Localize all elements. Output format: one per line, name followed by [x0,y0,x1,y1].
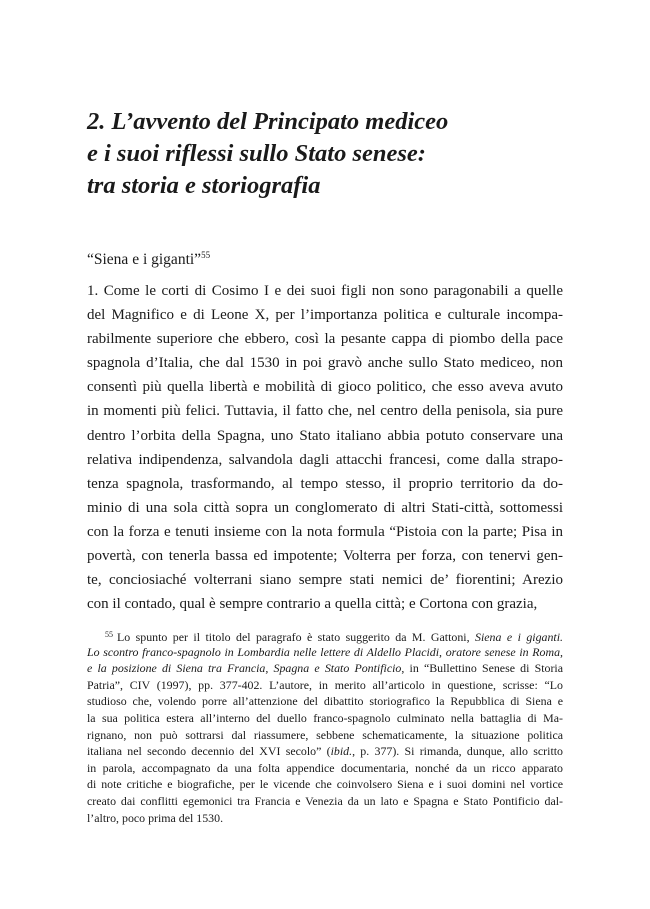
body-line: del Magnifico e di Leone X, per l’importanza politica e culturale incompa- [87,307,563,324]
footnote-text: la sua politica estera all’interno del duello franco-spagnolo culminato nella battaglia di Ma- [87,710,563,725]
footnote-line [87,743,563,760]
body-line: relativa indipendenza, salvandola dagli attacchi francesi, come dalla strapo- [87,451,563,468]
footnote-line [87,693,563,710]
footnote-text: di note critiche e biografiche, per le vicende che coinvolsero Siena e i suoi domini nel vortice [87,777,563,792]
footnote-text: , p. 377). Si rimanda, dunque, allo scritto [352,744,563,759]
body-line: povertà, con tenerla bassa ed impotente; Volterra per forza, con tenervi gen- [87,548,563,565]
footnote-line [87,776,563,793]
footnote-line [87,793,563,810]
body-line: con la forza e tenuti insieme con la nota formula “Pistoia con la parte; Pisa in [87,523,563,540]
footnote-text: l’altro, poco prima del 1530. [87,810,224,825]
footnote-reference[interactable]: 55 [201,250,211,260]
footnote-text: Lo spunto per il titolo del paragrafo è stato suggerito da M. Gattoni, [117,630,475,644]
footnote-text: rignano, non può sottrarsi dal riassumere, sebbene schematicamente, la situazione politica [87,727,563,742]
footnote-text: italiana nel secondo decennio del XVI secolo” ( [87,744,331,759]
footnote-text: studioso che, volendo porre all’attenzione del dibattito storiografico la Repubblica di Siena e [87,694,563,709]
chapter-title-line: tra storia e storiografia [87,172,321,199]
footnote-text: creato dai conflitti egemonici tra Francia e Venezia da un lato e Spagna e Stato Pontificio dal- [87,793,563,808]
footnote-number: 55 [105,630,113,639]
body-line: tenza spagnola, trasformando, al tempo stesso, il proprio territorio da do- [87,475,563,492]
footnote-line [87,727,563,744]
footnote-line [87,660,563,677]
section-title: “Siena e i giganti” [87,251,202,268]
footnote-line [87,710,563,727]
footnote-line [87,644,563,661]
footnote-line [87,627,563,644]
italic-citation: Siena e i giganti. [475,630,563,644]
footnote-text: Patria”, CIV (1997), pp. 377-402. L’autore, in merito all’articolo in questione, scrisse: “Lo [87,677,563,692]
footnote [87,627,563,826]
italic-citation: ibid. [330,744,353,759]
body-line: rabilmente superiore che ebbero, così la pesante cappa di piombo della pace [87,331,563,348]
body-line: te, conciosiaché volterrani siano sempre stati nemici de’ fiorentini; Arezio [87,572,563,589]
body-line: spagnola d’Italia, che dal 1530 in poi gravò anche sullo Stato mediceo, non [87,355,563,372]
body-paragraph [87,279,563,616]
chapter-title [87,106,567,202]
body-line: in momenti più felici. Tuttavia, il fatto che, nel centro della penisola, sia pure [87,403,563,420]
body-line: minio di una sola città sopra un conglomerato di altri Stati-città, sottomessi [87,499,563,516]
body-line: dentro l’orbita della Spagna, uno Stato italiano abbia potuto conservare una [87,427,563,444]
footnote-text: , in “Bullettino Senese di Storia [401,661,563,676]
body-line: con il contado, qual è sempre contrario a quella città; e Cortona con grazia, [87,596,538,613]
body-line: 1. Come le corti di Cosimo I e dei suoi figli non sono paragonabili a quelle [87,283,563,299]
footnote-text: in parola, accompagnato da una folta appendice documentaria, nonché da un ricco apparato [87,760,563,775]
footnote-line [87,810,563,827]
chapter-title-line: 2. L’avvento del Principato mediceo [87,108,449,135]
body-line: consentì più quella libertà e mobilità di gioco politico, che esso aveva avuto [87,379,563,396]
italic-citation: e la posizione di Siena tra Francia, Spagna e Stato Pontificio [87,661,402,676]
section-heading [87,250,210,269]
chapter-title-line: e i suoi riflessi sullo Stato senese: [87,140,426,167]
footnote-line [87,760,563,777]
footnote-line [87,677,563,694]
italic-citation: Lo scontro franco-spagnolo in Lombardia nelle lettere di Aldello Placidi, oratore senese in Roma, [87,644,563,659]
